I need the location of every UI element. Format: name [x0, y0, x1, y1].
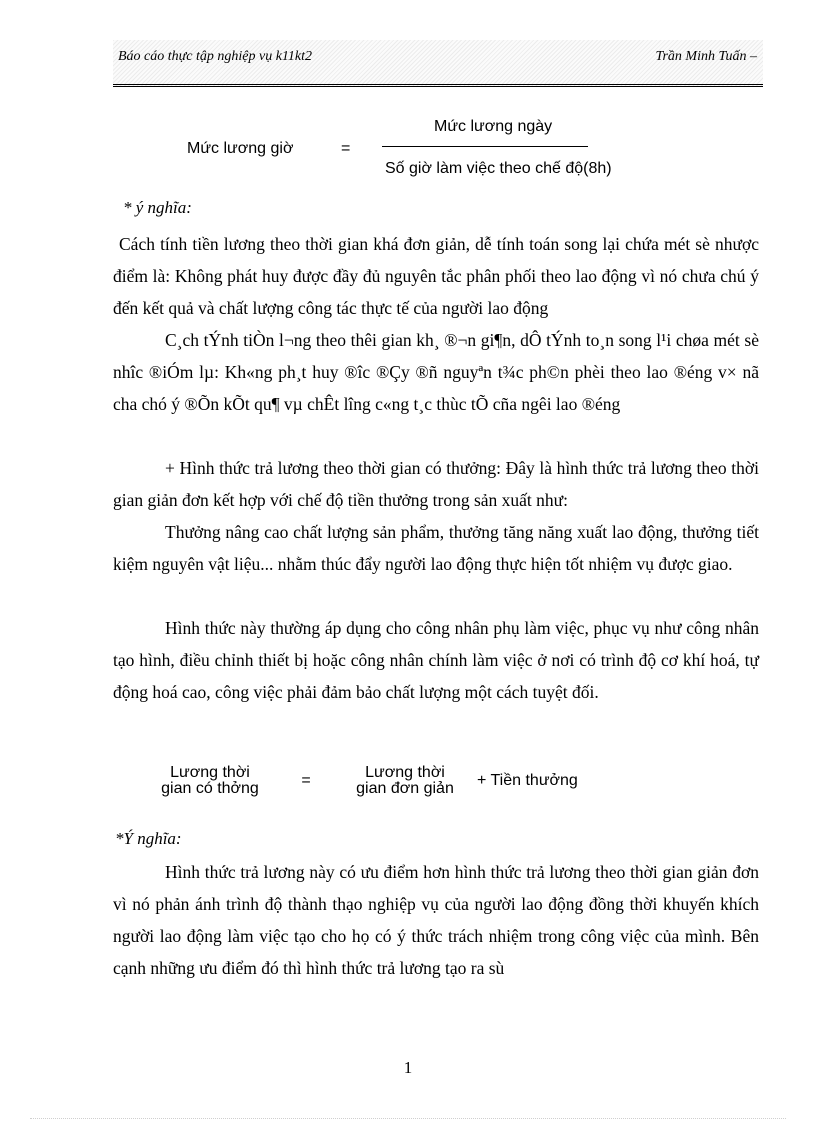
formula-equals: = — [341, 140, 351, 157]
formula2-mid — [345, 765, 465, 797]
application-text: Hình thức này thường áp dụng cho công nhân phụ làm việc, phục vụ như công nhân tạo hình, điều chỉnh thiết bị hoặc công nhân chính làm việc ở nơi có trình độ cơ khí hoá, tự động hoá cao, công việc phải đảm bảo chất lượng một cách tuyệt đối. — [113, 618, 759, 702]
section-heading-meaning: * ý nghĩa: — [123, 198, 192, 217]
formula2-plus-bonus: + Tiền thưởng — [477, 772, 578, 789]
formula2-lhs-line2: gian có thởng — [161, 780, 259, 797]
page-header — [113, 40, 763, 87]
fraction-bar — [382, 146, 588, 147]
meaning-text: Cách tính tiền lương theo thời gian khá đơn giản, dễ tính toán song lại chứa mét sè nhược điểm là: Không phát huy được đầy đủ nguyên tắc phân phối theo lao động vì nó chưa chú ý đến kết quả và chất lượng công tác thực tế của người lao động — [113, 234, 759, 318]
bonus-wage-formula — [0, 760, 816, 810]
section-heading-meaning-2: *Ý nghĩa: — [115, 829, 182, 848]
formula2-lhs — [150, 765, 270, 797]
formula2-lhs-line1: Lương thời — [170, 764, 250, 781]
garbled-text: C¸ch tÝnh tiÒn l¬ng theo thêi gian kh¸ ®¬n gi¶n, dÔ tÝnh to¸n song l¹i chøa mét sè nhîc ®iÓm lµ: Kh«ng ph¸t huy ®îc ®Çy ®ñ nguyªn t¾c ph©n phèi theo lao ®éng v× nã cha chó ý ®Õn kÕt qu¶ vµ chÊt lîng c«ng t¸c thùc tÕ cña ngêi lao ®éng — [113, 330, 759, 414]
formula-numerator: Mức lương ngày — [434, 118, 553, 135]
formula-lhs: Mức lương giờ — [187, 140, 294, 157]
formula2-mid-line2: gian đơn giản — [356, 780, 454, 797]
paragraph-meaning — [113, 228, 759, 324]
header-author: Trần Minh Tuấn – — [655, 49, 757, 64]
bonus-method-text: + Hình thức trả lương theo thời gian có thưởng: Đây là hình thức trả lương theo thời gian giản đơn kết hợp với chế độ tiền thưởng trong sản xuất như: — [113, 458, 759, 510]
advantages-text: Hình thức trả lương này có ưu điểm hơn hình thức trả lương theo thời gian giản đơn vì nó phản ánh trình độ thành thạo nghiệp vụ của người lao động đồng thời khuyến khích người lao động làm việc tạo cho họ có ý thức trách nhiệm trong công việc của mình. Bên cạnh những ưu điểm đó thì hình thức trả lương tạo ra sù — [113, 862, 759, 978]
paragraph-application — [113, 612, 759, 708]
paragraph-bonus-method — [113, 452, 759, 516]
formula2-equals: = — [301, 772, 311, 789]
paragraph-bonus-types — [113, 516, 759, 580]
hourly-wage-formula — [0, 116, 816, 186]
formula2-mid-line1: Lương thời — [365, 764, 445, 781]
paragraph-garbled — [113, 324, 759, 420]
page-bottom-border — [30, 1118, 786, 1119]
header-report-title: Báo cáo thực tập nghiệp vụ k11kt2 — [118, 49, 312, 64]
page-number: 1 — [403, 1058, 413, 1077]
formula-denominator: Số giờ làm việc theo chế độ(8h) — [385, 160, 612, 177]
bonus-types-text: Thưởng nâng cao chất lượng sản phẩm, thưởng tăng năng xuất lao động, thưởng tiết kiệm nguyên vật liệu... nhằm thúc đẩy người lao động thực hiện tốt nhiệm vụ được giao. — [113, 522, 759, 574]
paragraph-advantages — [113, 856, 759, 984]
